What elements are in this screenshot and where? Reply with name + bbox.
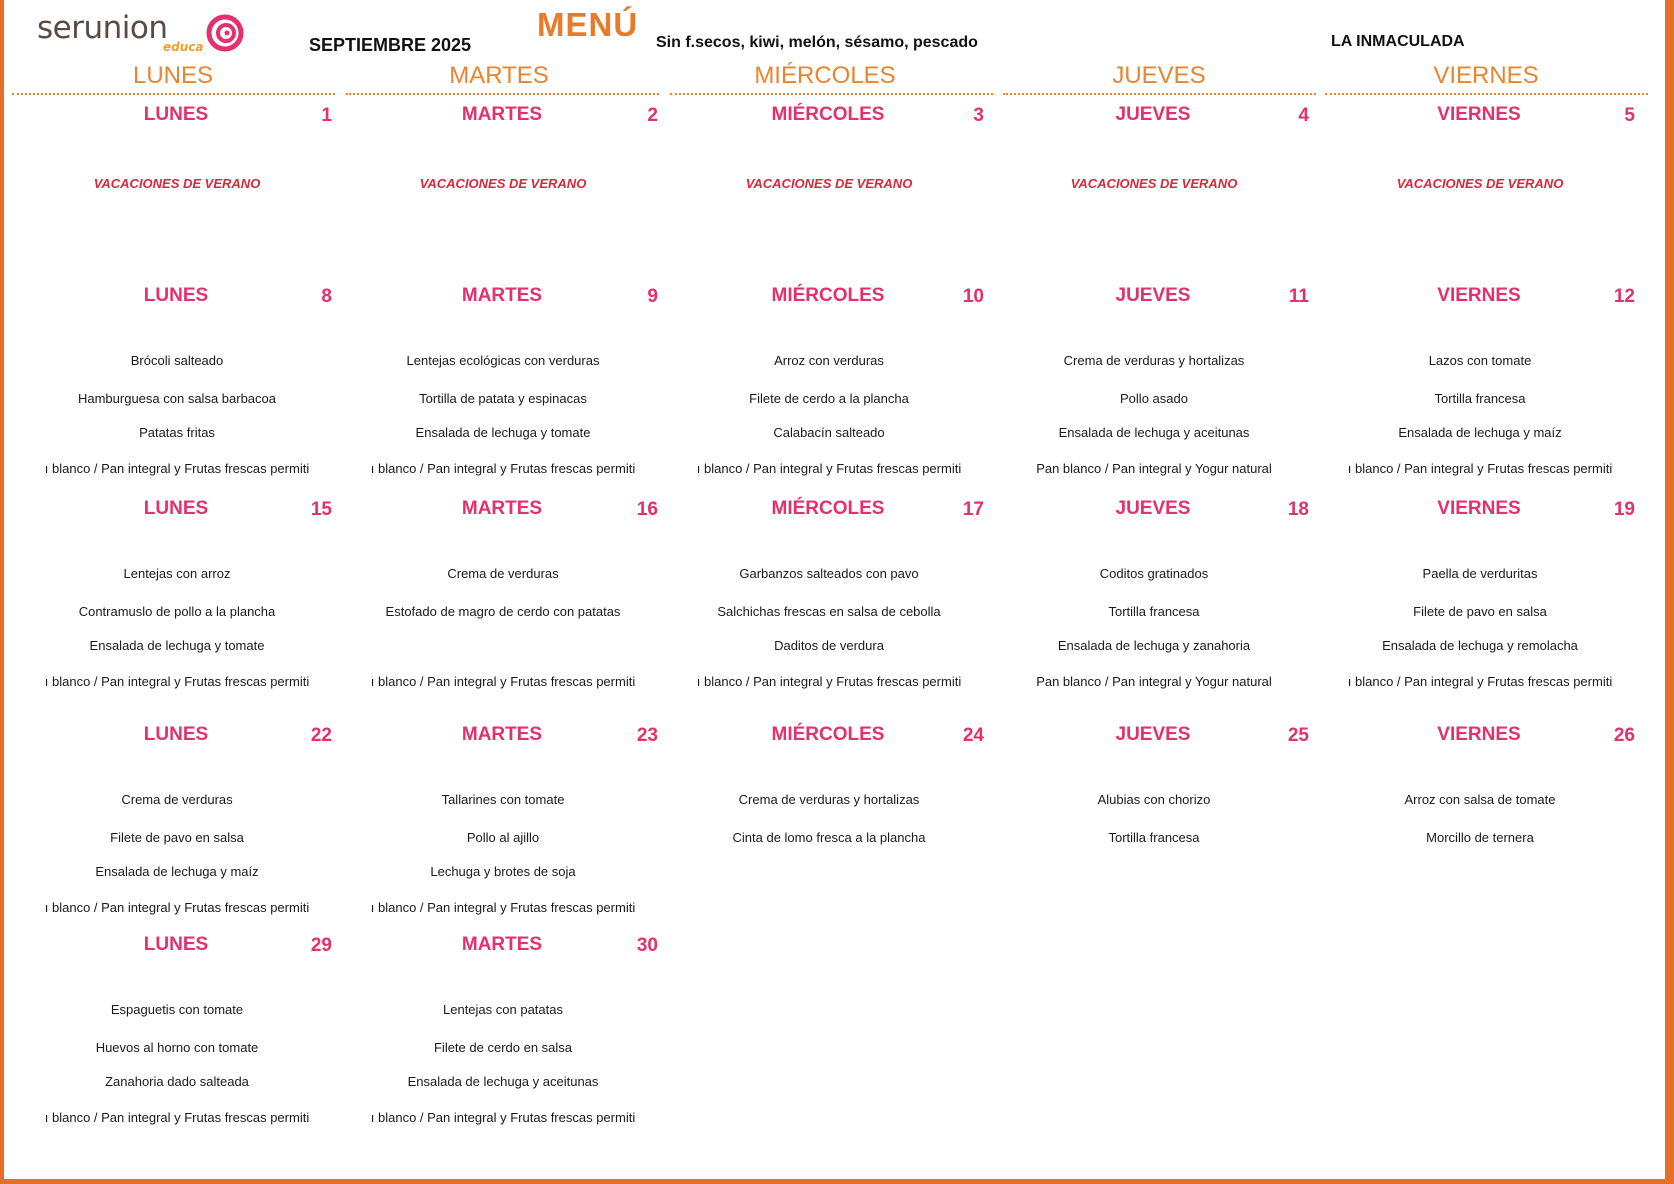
brand-name: serunion xyxy=(37,10,168,46)
menu-day-cell xyxy=(346,724,658,914)
day-name: MARTES xyxy=(461,724,543,745)
day-name: JUEVES xyxy=(1115,104,1191,125)
menu-dish: Arroz con salsa de tomate xyxy=(1404,792,1556,807)
vacation-note: VACACIONES DE VERANO xyxy=(93,176,261,191)
menu-dish: Crema de verduras y hortalizas xyxy=(738,792,920,807)
menu-day-cell xyxy=(672,724,984,914)
menu-dish: Ensalada de lechuga y maíz xyxy=(1398,425,1562,440)
day-number: 12 xyxy=(1613,286,1635,307)
day-name: MIÉRCOLES xyxy=(771,104,885,125)
day-number: 17 xyxy=(962,499,984,520)
day-number: 3 xyxy=(973,105,984,126)
menu-dish: Tallarines con tomate xyxy=(441,792,565,807)
day-name: JUEVES xyxy=(1115,724,1191,745)
column-heading-miercoles: MIÉRCOLES xyxy=(754,62,896,89)
day-number: 15 xyxy=(310,499,332,520)
menu-day-cell xyxy=(997,724,1309,914)
menu-dish: Pan blanco / Pan integral y Yogur natural xyxy=(1036,674,1272,689)
menu-dish: Pollo asado xyxy=(1120,391,1188,406)
vacation-note: VACACIONES DE VERANO xyxy=(1396,176,1564,191)
menu-day-cell xyxy=(1323,498,1635,688)
menu-dish: Coditos gratinados xyxy=(1099,566,1209,581)
menu-dish: Lentejas con arroz xyxy=(123,566,231,581)
menu-dish: ı blanco / Pan integral y Frutas frescas permiti xyxy=(370,461,636,476)
dotted-divider xyxy=(12,93,335,95)
menu-dish: Tortilla francesa xyxy=(1434,391,1526,406)
menu-dish: ı blanco / Pan integral y Frutas frescas permiti xyxy=(1347,674,1613,689)
menu-day-cell xyxy=(20,498,332,688)
vacation-note: VACACIONES DE VERANO xyxy=(1070,176,1238,191)
day-number: 1 xyxy=(321,105,332,126)
menu-dish: Ensalada de lechuga y aceitunas xyxy=(407,1074,599,1089)
menu-dish: Cinta de lomo fresca a la plancha xyxy=(732,830,926,845)
day-number: 29 xyxy=(310,935,332,956)
menu-dish: ı blanco / Pan integral y Frutas frescas permiti xyxy=(696,674,962,689)
menu-dish: ı blanco / Pan integral y Frutas frescas permiti xyxy=(1347,461,1613,476)
dotted-divider xyxy=(346,93,659,95)
menu-dish: Huevos al horno con tomate xyxy=(95,1040,259,1055)
menu-dish: Crema de verduras xyxy=(121,792,233,807)
day-name: VIERNES xyxy=(1437,724,1521,745)
school-name: LA INMACULADA xyxy=(1331,33,1465,50)
menu-day-cell xyxy=(346,285,658,475)
day-name: MIÉRCOLES xyxy=(771,285,885,306)
day-name: LUNES xyxy=(143,934,209,955)
menu-day-cell xyxy=(1323,104,1635,294)
menu-dish: ı blanco / Pan integral y Frutas frescas permiti xyxy=(44,1110,310,1125)
menu-day-cell xyxy=(1323,285,1635,475)
day-name: MARTES xyxy=(461,285,543,306)
menu-dish: Pollo al ajillo xyxy=(466,830,540,845)
day-number: 26 xyxy=(1613,725,1635,746)
serunion-logo xyxy=(37,10,247,56)
menu-dish: Tortilla francesa xyxy=(1108,604,1200,619)
vacation-note: VACACIONES DE VERANO xyxy=(745,176,913,191)
menu-dish: Ensalada de lechuga y zanahoria xyxy=(1057,638,1251,653)
menu-dish: Ensalada de lechuga y tomate xyxy=(89,638,265,653)
menu-dish: Brócoli salteado xyxy=(130,353,224,368)
menu-dish: Patatas fritas xyxy=(139,425,215,440)
menu-dish: Filete de cerdo en salsa xyxy=(433,1040,573,1055)
menu-day-cell xyxy=(997,104,1309,294)
menu-dish: Pan blanco / Pan integral y Yogur natural xyxy=(1036,461,1272,476)
day-name: MARTES xyxy=(461,498,543,519)
menu-dish: ı blanco / Pan integral y Frutas frescas permiti xyxy=(370,1110,636,1125)
day-number: 4 xyxy=(1298,105,1309,126)
menu-day-cell xyxy=(346,934,658,1124)
menu-dish: Tortilla de patata y espinacas xyxy=(419,391,587,406)
day-number: 23 xyxy=(636,725,658,746)
menu-day-cell xyxy=(1323,724,1635,914)
menu-dish: Lazos con tomate xyxy=(1428,353,1532,368)
menu-dish: Morcillo de ternera xyxy=(1426,830,1534,845)
column-heading-jueves: JUEVES xyxy=(1112,62,1206,89)
menu-dish: Calabacín salteado xyxy=(773,425,885,440)
menu-day-cell xyxy=(20,285,332,475)
menu-day-cell xyxy=(346,498,658,688)
menu-day-cell xyxy=(997,498,1309,688)
menu-day-cell xyxy=(346,104,658,294)
menu-day-cell xyxy=(997,285,1309,475)
day-number: 25 xyxy=(1287,725,1309,746)
dotted-divider xyxy=(1003,93,1316,95)
dotted-divider xyxy=(670,93,993,95)
brand-swirl-icon xyxy=(205,13,245,53)
menu-dish: Filete de pavo en salsa xyxy=(1413,604,1547,619)
day-number: 11 xyxy=(1288,286,1309,307)
menu-dish: Zanahoria dado salteada xyxy=(105,1074,249,1089)
day-number: 30 xyxy=(636,935,658,956)
menu-dish: ı blanco / Pan integral y Frutas frescas permiti xyxy=(370,900,636,915)
menu-dish: Salchichas frescas en salsa de cebolla xyxy=(717,604,941,619)
day-number: 2 xyxy=(647,105,658,126)
menu-day-cell xyxy=(20,724,332,914)
day-number: 8 xyxy=(321,286,332,307)
menu-dish: Garbanzos salteados con pavo xyxy=(739,566,919,581)
day-name: LUNES xyxy=(143,285,209,306)
menu-dish: ı blanco / Pan integral y Frutas frescas permiti xyxy=(44,900,310,915)
menu-dish: ı blanco / Pan integral y Frutas frescas permiti xyxy=(370,674,636,689)
dotted-divider xyxy=(1325,93,1648,95)
column-heading-martes: MARTES xyxy=(449,62,549,89)
menu-dish: Ensalada de lechuga y tomate xyxy=(415,425,591,440)
day-number: 5 xyxy=(1624,105,1635,126)
day-name: VIERNES xyxy=(1437,498,1521,519)
menu-dish: Estofado de magro de cerdo con patatas xyxy=(385,604,621,619)
menu-dish: Contramuslo de pollo a la plancha xyxy=(78,604,276,619)
menu-dish: Filete de cerdo a la plancha xyxy=(749,391,909,406)
day-number: 22 xyxy=(310,725,332,746)
menu-dish: Tortilla francesa xyxy=(1108,830,1200,845)
menu-dish: ı blanco / Pan integral y Frutas frescas permiti xyxy=(44,461,310,476)
day-name: MIÉRCOLES xyxy=(771,498,885,519)
day-name: LUNES xyxy=(143,498,209,519)
menu-dish: Daditos de verdura xyxy=(774,638,884,653)
vacation-note: VACACIONES DE VERANO xyxy=(419,176,587,191)
day-name: LUNES xyxy=(143,104,209,125)
day-name: LUNES xyxy=(143,724,209,745)
menu-dish: Lentejas ecológicas con verduras xyxy=(406,353,600,368)
day-name: MARTES xyxy=(461,104,543,125)
menu-day-cell xyxy=(672,498,984,688)
day-number: 24 xyxy=(962,725,984,746)
menu-dish: Filete de pavo en salsa xyxy=(110,830,244,845)
menu-dish: ı blanco / Pan integral y Frutas frescas permiti xyxy=(44,674,310,689)
day-name: JUEVES xyxy=(1115,285,1191,306)
allergen-note: Sin f.secos, kiwi, melón, sésamo, pescado xyxy=(656,34,978,51)
menu-dish: Ensalada de lechuga y remolacha xyxy=(1382,638,1578,653)
menu-dish: Lechuga y brotes de soja xyxy=(430,864,576,879)
menu-dish: Paella de verduritas xyxy=(1422,566,1538,581)
menu-day-cell xyxy=(20,104,332,294)
day-name: JUEVES xyxy=(1115,498,1191,519)
day-number: 10 xyxy=(962,286,984,307)
menu-dish: Ensalada de lechuga y maíz xyxy=(95,864,259,879)
day-number: 9 xyxy=(647,286,658,307)
brand-subtitle: educa xyxy=(163,40,204,54)
day-number: 18 xyxy=(1287,499,1309,520)
menu-day-cell xyxy=(20,934,332,1124)
menu-dish: Lentejas con patatas xyxy=(443,1002,563,1017)
menu-day-cell xyxy=(672,104,984,294)
menu-dish: Ensalada de lechuga y aceitunas xyxy=(1058,425,1250,440)
menu-dish: Espaguetis con tomate xyxy=(110,1002,244,1017)
day-name: MIÉRCOLES xyxy=(771,724,885,745)
day-number: 19 xyxy=(1613,499,1635,520)
menu-dish: ı blanco / Pan integral y Frutas frescas permiti xyxy=(696,461,962,476)
menu-dish: Hamburguesa con salsa barbacoa xyxy=(77,391,276,406)
menu-dish: Arroz con verduras xyxy=(774,353,884,368)
menu-dish: Crema de verduras xyxy=(447,566,559,581)
menu-dish: Alubias con chorizo xyxy=(1097,792,1211,807)
day-name: MARTES xyxy=(461,934,543,955)
day-name: VIERNES xyxy=(1437,285,1521,306)
day-number: 16 xyxy=(636,499,658,520)
column-heading-viernes: VIERNES xyxy=(1433,62,1539,89)
menu-month: SEPTIEMBRE 2025 xyxy=(309,35,472,55)
menu-title: MENÚ xyxy=(537,6,639,43)
menu-day-cell xyxy=(672,285,984,475)
menu-dish: Crema de verduras y hortalizas xyxy=(1063,353,1245,368)
day-name: VIERNES xyxy=(1437,104,1521,125)
column-heading-lunes: LUNES xyxy=(132,62,214,89)
